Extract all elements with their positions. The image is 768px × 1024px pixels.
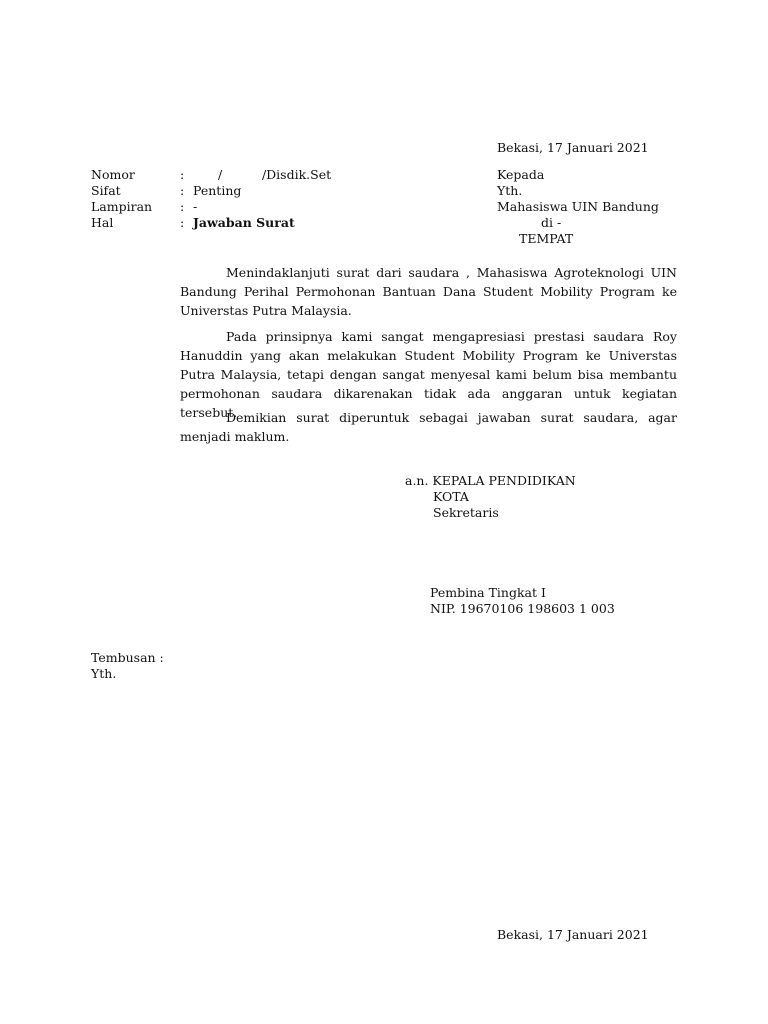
- body-paragraph: [180, 263, 677, 320]
- recipient-line: Yth.: [497, 183, 523, 198]
- recipient-line: Mahasiswa UIN Bandung: [497, 199, 659, 214]
- meta-value-sifat: Penting: [193, 183, 242, 198]
- copies-line: Yth.: [91, 666, 117, 681]
- recipient-line: TEMPAT: [519, 231, 574, 246]
- signature-role: Sekretaris: [433, 505, 499, 520]
- letter-date: Bekasi, 17 Januari 2021: [497, 140, 649, 155]
- signature-title: a.n. KEPALA PENDIDIKAN: [405, 473, 576, 488]
- recipient-line: Kepada: [497, 167, 545, 182]
- meta-colon: :: [180, 215, 185, 230]
- copies-label: Tembusan :: [91, 650, 164, 665]
- meta-value-nomor: / /Disdik.Set: [218, 167, 332, 182]
- body-paragraph-text: Menindaklanjuti surat dari saudara , Mahasiswa Agroteknologi UIN Bandung Perihal Permohonan Bantuan Dana Student Mobility Program ke Universtas Putra Malaysia.: [180, 265, 677, 318]
- meta-label-nomor: Nomor: [91, 167, 135, 182]
- body-paragraph: [180, 408, 677, 446]
- recipient-line: di -: [541, 215, 562, 230]
- meta-label-lampiran: Lampiran: [91, 199, 153, 214]
- signature-nip: NIP. 19670106 198603 1 003: [430, 601, 615, 616]
- meta-colon: :: [180, 199, 185, 214]
- body-paragraph-text: Pada prinsipnya kami sangat mengapresiasi prestasi saudara Roy Hanuddin yang akan melakukan Student Mobility Program ke Universtas Putra Malaysia, tetapi dengan sangat menyesal kami belum bisa membantu permohonan saudara dikarenakan tidak ada anggaran untuk kegiatan tersebut.: [180, 329, 677, 420]
- footer-date: Bekasi, 17 Januari 2021: [497, 927, 649, 942]
- signature-title: KOTA: [433, 489, 469, 504]
- signature-rank: Pembina Tingkat I: [430, 585, 546, 600]
- meta-value-hal: Jawaban Surat: [193, 215, 295, 230]
- meta-colon: :: [180, 167, 185, 182]
- meta-value-lampiran: -: [193, 199, 198, 214]
- meta-label-hal: Hal: [91, 215, 114, 230]
- body-paragraph-text: Demikian surat diperuntuk sebagai jawaban surat saudara, agar menjadi maklum.: [180, 410, 677, 444]
- meta-label-sifat: Sifat: [91, 183, 121, 198]
- meta-colon: :: [180, 183, 185, 198]
